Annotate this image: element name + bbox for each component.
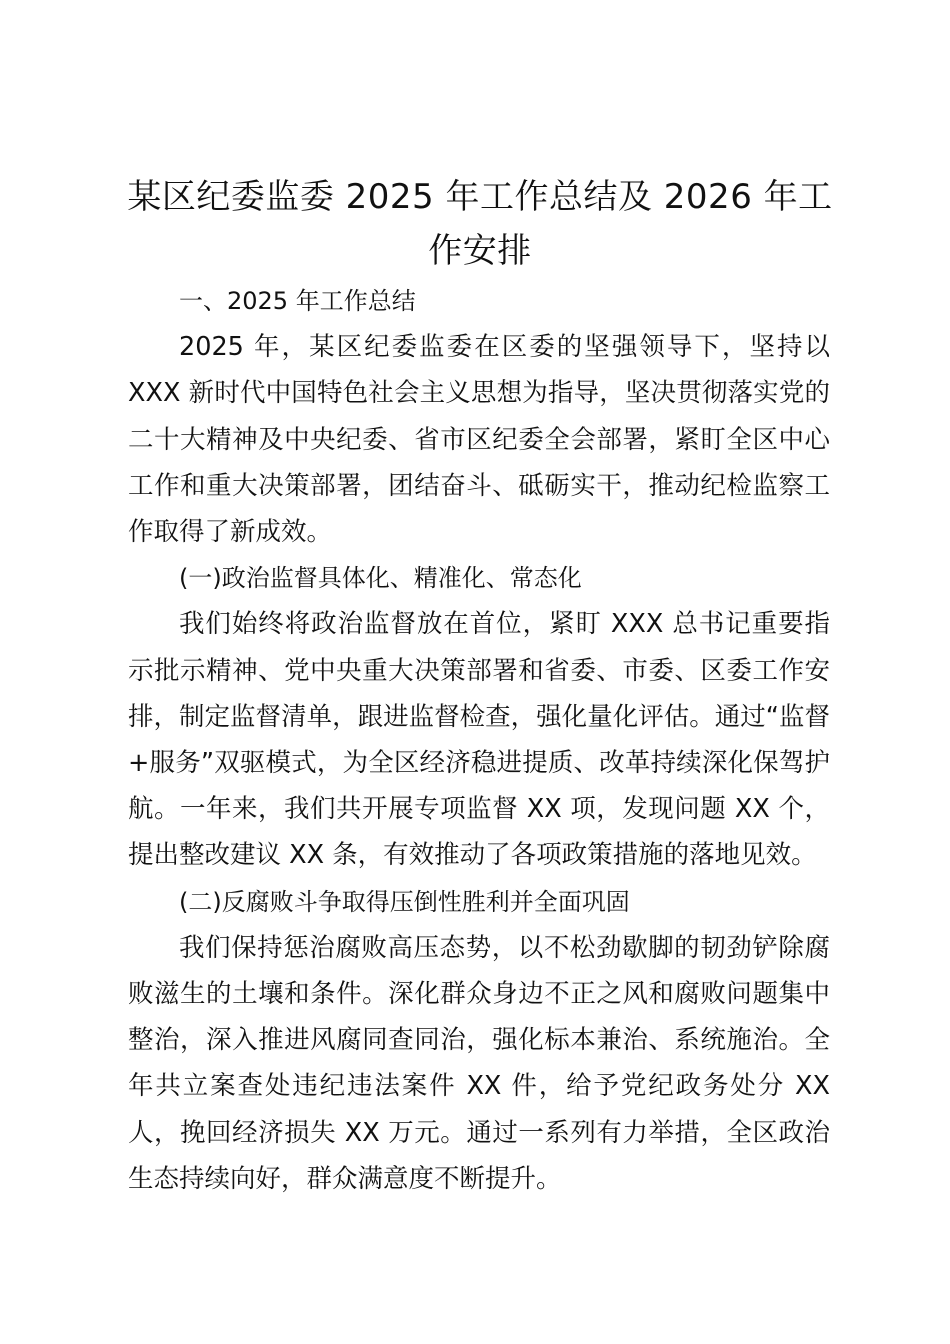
body-paragraph: 我们保持惩治腐败高压态势，以不松劲歇脚的韧劲铲除腐败滋生的土壤和条件。深化群众身边不正之风和腐败问题集中整治，深入推进风腐同查同治，强化标本兼治、系统施治。全年共立案查处违纪违法案件 XX 件，给予党纪政务处分 XX 人，挽回经济损失 XX 万元。通过一系列有力举措，全区政治生态持续向好，群众满意度不断提升。 — [128, 932, 830, 1194]
subsection-heading: (二)反腐败斗争取得压倒性胜利并全面巩固 — [179, 887, 630, 916]
body-paragraph: 2025 年，某区纪委监委在区委的坚强领导下，坚持以 XXX 新时代中国特色社会主义思想为指导，坚决贯彻落实党的二十大精神及中央纪委、省市区纪委全会部署，紧盯全区中心工作和重大决策部署，团结奋斗、砥砺实干，推动纪检监察工作取得了新成效。 — [128, 332, 830, 548]
body-paragraph: 我们始终将政治监督放在首位，紧盯 XXX 总书记重要指示批示精神、党中央重大决策部署和省委、市委、区委工作安排，制定监督清单，跟进监督检查，强化量化评估。通过“监督+服务”双驱模式，为全区经济稳进提质、改革持续深化保驾护航。一年来，我们共开展专项监督 XX 项，发现问题 XX 个，提出整改建议 XX 条，有效推动了各项政策措施的落地见效。 — [128, 609, 830, 871]
document-body — [128, 278, 830, 1202]
section-heading: 一、2025 年工作总结 — [179, 287, 416, 315]
document-title: 某区纪委监委 2025 年工作总结及 2026 年工作安排 — [127, 177, 833, 271]
subsection-heading: (一)政治监督具体化、精准化、常态化 — [179, 564, 582, 593]
